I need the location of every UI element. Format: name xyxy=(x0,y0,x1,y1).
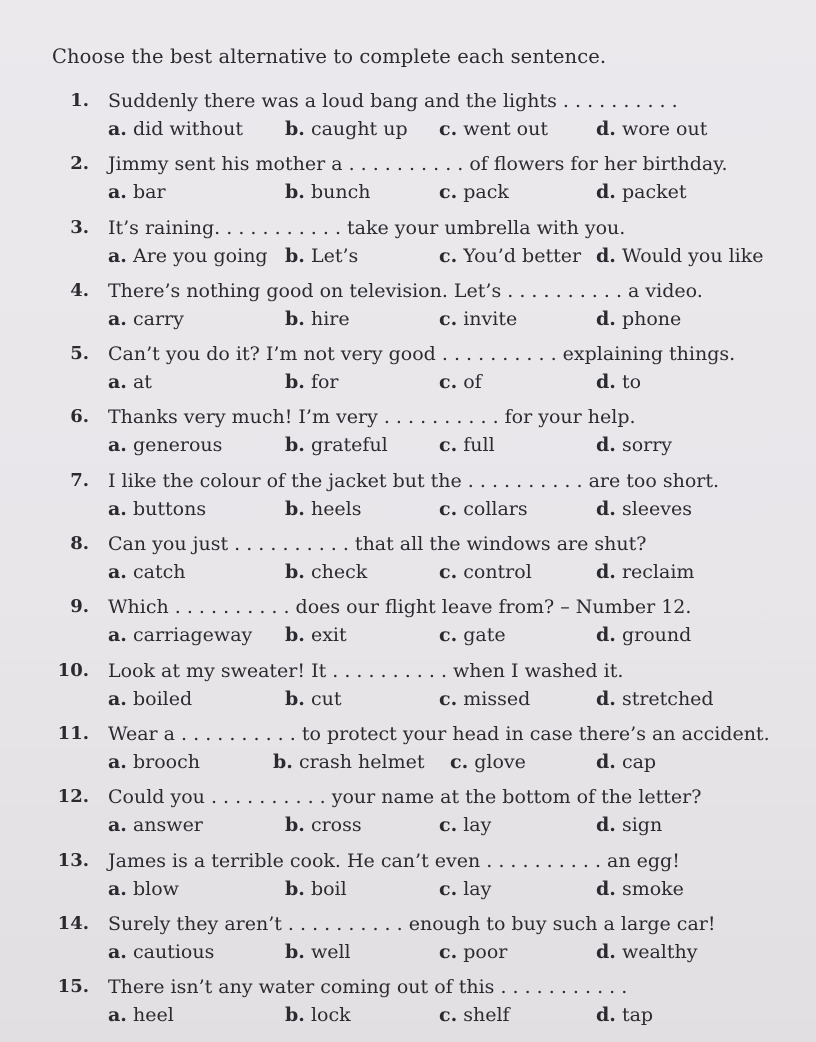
option-letter-a: a. xyxy=(108,814,127,837)
option-c-text: gate xyxy=(463,624,506,647)
option-c-text: lay xyxy=(463,877,492,900)
option-a-text: boiled xyxy=(132,687,193,710)
option-letter-c: c. xyxy=(439,877,458,900)
option-c xyxy=(439,434,495,456)
option-letter-b: b. xyxy=(285,624,305,647)
option-d xyxy=(596,688,714,710)
option-c-text: control xyxy=(463,561,532,584)
option-b-text: Let’s xyxy=(310,244,359,267)
option-c xyxy=(439,941,507,963)
option-d-text: smoke xyxy=(621,877,684,900)
option-a xyxy=(108,1004,174,1026)
question-number: 4. xyxy=(70,279,89,301)
option-d xyxy=(596,434,672,456)
question-13 xyxy=(0,848,816,911)
option-letter-c: c. xyxy=(439,814,458,837)
option-b-text: exit xyxy=(310,624,347,647)
option-d xyxy=(596,245,764,267)
option-letter-c: c. xyxy=(439,561,458,584)
question-text: Jimmy sent his mother a . . . . . . . . . . of flowers for her birthday. xyxy=(108,153,728,176)
option-d-text: sign xyxy=(621,814,663,837)
option-b xyxy=(285,814,362,836)
option-b xyxy=(285,1004,351,1026)
option-letter-b: b. xyxy=(285,434,305,457)
option-b-text: grateful xyxy=(310,434,388,457)
option-b xyxy=(285,245,358,267)
option-a-text: heel xyxy=(132,1004,174,1027)
option-letter-d: d. xyxy=(596,750,616,773)
question-text: It’s raining. . . . . . . . . . . take your umbrella with you. xyxy=(108,216,626,239)
option-a xyxy=(108,434,222,456)
option-letter-d: d. xyxy=(596,181,616,204)
option-letter-d: d. xyxy=(596,434,616,457)
option-c-text: shelf xyxy=(463,1004,510,1027)
question-number: 15. xyxy=(57,976,89,998)
question-6 xyxy=(0,404,816,467)
option-a-text: cautious xyxy=(132,940,215,963)
question-9 xyxy=(0,594,816,657)
option-letter-d: d. xyxy=(596,1004,616,1027)
question-number: 13. xyxy=(57,849,89,871)
option-a xyxy=(108,245,268,267)
option-letter-a: a. xyxy=(108,244,127,267)
option-a-text: carry xyxy=(132,307,184,330)
option-b xyxy=(285,941,351,963)
option-c xyxy=(439,498,528,520)
option-a xyxy=(108,751,200,773)
question-text: Which . . . . . . . . . . does our flight leave from? – Number 12. xyxy=(108,596,692,619)
question-number: 14. xyxy=(57,912,89,934)
option-b xyxy=(285,371,339,393)
option-b xyxy=(285,181,370,203)
option-a-text: did without xyxy=(132,118,243,140)
option-letter-d: d. xyxy=(596,814,616,837)
question-number: 3. xyxy=(70,216,89,238)
option-c-text: You’d better xyxy=(463,244,582,267)
option-letter-a: a. xyxy=(108,750,127,773)
option-letter-b: b. xyxy=(285,307,305,330)
instruction-text: Choose the best alternative to complete each sentence. xyxy=(52,45,607,68)
option-letter-b: b. xyxy=(273,750,293,773)
question-11 xyxy=(0,721,816,784)
question-10 xyxy=(0,658,816,721)
option-c-text: invite xyxy=(463,307,518,330)
option-letter-d: d. xyxy=(596,561,616,584)
question-text: Surely they aren’t . . . . . . . . . . enough to buy such a large car! xyxy=(108,912,716,935)
option-letter-a: a. xyxy=(108,1004,127,1027)
option-letter-c: c. xyxy=(439,1004,458,1027)
option-letter-b: b. xyxy=(285,877,305,900)
option-a xyxy=(108,688,192,710)
question-number: 7. xyxy=(70,469,89,491)
option-c xyxy=(439,561,532,583)
question-number: 5. xyxy=(70,343,89,365)
option-letter-d: d. xyxy=(596,118,616,140)
option-a-text: answer xyxy=(132,814,203,837)
option-letter-d: d. xyxy=(596,877,616,900)
option-a xyxy=(108,878,179,900)
option-a xyxy=(108,181,166,203)
question-text: Could you . . . . . . . . . . your name at the bottom of the letter? xyxy=(108,786,702,809)
question-12 xyxy=(0,784,816,847)
question-15 xyxy=(0,974,816,1037)
option-letter-b: b. xyxy=(285,940,305,963)
option-letter-c: c. xyxy=(439,434,458,457)
option-b-text: bunch xyxy=(310,181,371,204)
option-a-text: Are you going xyxy=(132,244,268,267)
option-a-text: catch xyxy=(132,561,186,584)
option-letter-a: a. xyxy=(108,181,127,204)
option-b-text: lock xyxy=(310,1004,351,1027)
option-d xyxy=(596,814,662,836)
option-c xyxy=(439,371,482,393)
option-b-text: heels xyxy=(310,497,362,520)
option-letter-a: a. xyxy=(108,624,127,647)
question-number: 11. xyxy=(57,722,89,744)
option-b xyxy=(285,308,350,330)
option-a xyxy=(108,371,152,393)
option-c xyxy=(439,624,506,646)
option-letter-a: a. xyxy=(108,687,127,710)
option-letter-b: b. xyxy=(285,118,305,140)
option-a-text: generous xyxy=(132,434,223,457)
option-a xyxy=(108,624,252,646)
option-b-text: well xyxy=(310,940,351,963)
option-c xyxy=(439,308,517,330)
question-number: 2. xyxy=(70,153,89,175)
question-text: Can’t you do it? I’m not very good . . . . . . . . . . explaining things. xyxy=(108,343,736,366)
option-b-text: for xyxy=(310,371,339,394)
option-d xyxy=(596,751,656,773)
option-letter-a: a. xyxy=(108,434,127,457)
option-a xyxy=(108,561,185,583)
option-d-text: Would you like xyxy=(621,244,764,267)
option-a-text: buttons xyxy=(132,497,207,520)
option-c-text: of xyxy=(463,371,482,394)
option-d xyxy=(596,624,691,646)
option-a-text: brooch xyxy=(132,750,200,773)
option-letter-b: b. xyxy=(285,687,305,710)
question-list xyxy=(0,88,816,1037)
option-letter-a: a. xyxy=(108,118,127,140)
question-text: There’s nothing good on television. Let’s . . . . . . . . . . a video. xyxy=(108,279,703,302)
question-8 xyxy=(0,531,816,594)
option-letter-a: a. xyxy=(108,877,127,900)
question-1 xyxy=(0,88,816,151)
option-letter-b: b. xyxy=(285,497,305,520)
option-a xyxy=(108,941,214,963)
option-b-text: cut xyxy=(310,687,342,710)
option-b xyxy=(285,498,362,520)
question-text: Can you just . . . . . . . . . . that all the windows are shut? xyxy=(108,533,647,556)
question-text: Look at my sweater! It . . . . . . . . . . when I washed it. xyxy=(108,659,624,682)
question-text: I like the colour of the jacket but the . . . . . . . . . . are too short. xyxy=(108,469,720,492)
option-letter-c: c. xyxy=(450,750,469,773)
option-a-text: bar xyxy=(132,181,166,204)
option-b-text: check xyxy=(310,561,368,584)
question-number: 12. xyxy=(57,786,89,808)
option-b xyxy=(285,688,341,710)
option-d xyxy=(596,118,707,140)
question-7 xyxy=(0,468,816,531)
option-a-text: blow xyxy=(132,877,179,900)
option-d xyxy=(596,308,681,330)
option-c xyxy=(450,751,526,773)
option-letter-b: b. xyxy=(285,1004,305,1027)
option-letter-a: a. xyxy=(108,497,127,520)
option-d xyxy=(596,941,697,963)
option-b xyxy=(273,751,425,773)
option-b xyxy=(285,561,367,583)
option-letter-d: d. xyxy=(596,371,616,394)
question-number: 8. xyxy=(70,533,89,555)
option-d-text: sorry xyxy=(621,434,673,457)
option-a-text: carriageway xyxy=(132,624,253,647)
option-letter-b: b. xyxy=(285,371,305,394)
option-d-text: wore out xyxy=(621,118,708,140)
option-letter-c: c. xyxy=(439,244,458,267)
option-c xyxy=(439,118,548,140)
option-letter-c: c. xyxy=(439,181,458,204)
option-c-text: went out xyxy=(463,118,548,140)
option-d-text: phone xyxy=(621,307,682,330)
option-d-text: reclaim xyxy=(621,561,695,584)
option-c xyxy=(439,181,509,203)
question-5 xyxy=(0,341,816,404)
question-number: 6. xyxy=(70,406,89,428)
option-a xyxy=(108,118,243,140)
option-a xyxy=(108,814,203,836)
option-d-text: wealthy xyxy=(621,940,698,963)
option-c-text: collars xyxy=(463,497,528,520)
option-d xyxy=(596,371,641,393)
option-d xyxy=(596,1004,653,1026)
question-text: Thanks very much! I’m very . . . . . . . . . . for your help. xyxy=(108,406,636,429)
option-c-text: glove xyxy=(474,750,526,773)
question-14 xyxy=(0,911,816,974)
option-b-text: caught up xyxy=(310,118,408,140)
option-letter-c: c. xyxy=(439,118,458,140)
option-letter-d: d. xyxy=(596,497,616,520)
option-letter-c: c. xyxy=(439,307,458,330)
option-letter-d: d. xyxy=(596,624,616,647)
option-c-text: lay xyxy=(463,814,492,837)
option-b-text: hire xyxy=(310,307,350,330)
option-letter-a: a. xyxy=(108,371,127,394)
option-letter-c: c. xyxy=(439,687,458,710)
option-letter-a: a. xyxy=(108,561,127,584)
option-c xyxy=(439,878,491,900)
option-c-text: pack xyxy=(463,181,509,204)
option-d-text: tap xyxy=(621,1004,654,1027)
question-text: There isn’t any water coming out of this . . . . . . . . . . . xyxy=(108,976,628,999)
option-b-text: cross xyxy=(310,814,362,837)
option-letter-b: b. xyxy=(285,181,305,204)
option-letter-c: c. xyxy=(439,371,458,394)
option-letter-d: d. xyxy=(596,687,616,710)
option-letter-a: a. xyxy=(108,940,127,963)
question-number: 9. xyxy=(70,596,89,618)
question-number: 1. xyxy=(70,90,89,111)
option-d-text: ground xyxy=(621,624,692,647)
question-2 xyxy=(0,151,816,214)
option-b-text: crash helmet xyxy=(298,750,425,773)
option-b-text: boil xyxy=(310,877,347,900)
option-letter-b: b. xyxy=(285,561,305,584)
option-b xyxy=(285,878,347,900)
option-d-text: sleeves xyxy=(621,497,692,520)
option-d-text: cap xyxy=(621,750,657,773)
option-b xyxy=(285,434,388,456)
option-letter-b: b. xyxy=(285,244,305,267)
option-d xyxy=(596,181,686,203)
option-c-text: missed xyxy=(463,687,531,710)
option-c xyxy=(439,688,530,710)
option-d-text: packet xyxy=(621,181,687,204)
question-4 xyxy=(0,278,816,341)
question-text: James is a terrible cook. He can’t even . . . . . . . . . . an egg! xyxy=(108,849,680,872)
option-a-text: at xyxy=(132,371,152,394)
question-3 xyxy=(0,215,816,278)
question-text: Suddenly there was a loud bang and the lights . . . . . . . . . . xyxy=(108,90,678,112)
option-a xyxy=(108,498,206,520)
option-letter-c: c. xyxy=(439,497,458,520)
question-number: 10. xyxy=(57,659,89,681)
option-letter-b: b. xyxy=(285,814,305,837)
option-c xyxy=(439,245,581,267)
option-d-text: to xyxy=(621,371,642,394)
option-letter-c: c. xyxy=(439,624,458,647)
option-letter-a: a. xyxy=(108,307,127,330)
option-c-text: poor xyxy=(463,940,508,963)
option-d xyxy=(596,498,692,520)
option-c-text: full xyxy=(463,434,495,457)
option-c xyxy=(439,1004,510,1026)
option-b xyxy=(285,118,408,140)
option-d-text: stretched xyxy=(621,687,714,710)
option-letter-d: d. xyxy=(596,307,616,330)
option-b xyxy=(285,624,347,646)
option-d xyxy=(596,561,694,583)
option-a xyxy=(108,308,184,330)
option-letter-c: c. xyxy=(439,940,458,963)
question-text: Wear a . . . . . . . . . . to protect your head in case there’s an accident. xyxy=(108,722,770,745)
option-letter-d: d. xyxy=(596,940,616,963)
option-letter-d: d. xyxy=(596,244,616,267)
option-d xyxy=(596,878,684,900)
option-c xyxy=(439,814,491,836)
